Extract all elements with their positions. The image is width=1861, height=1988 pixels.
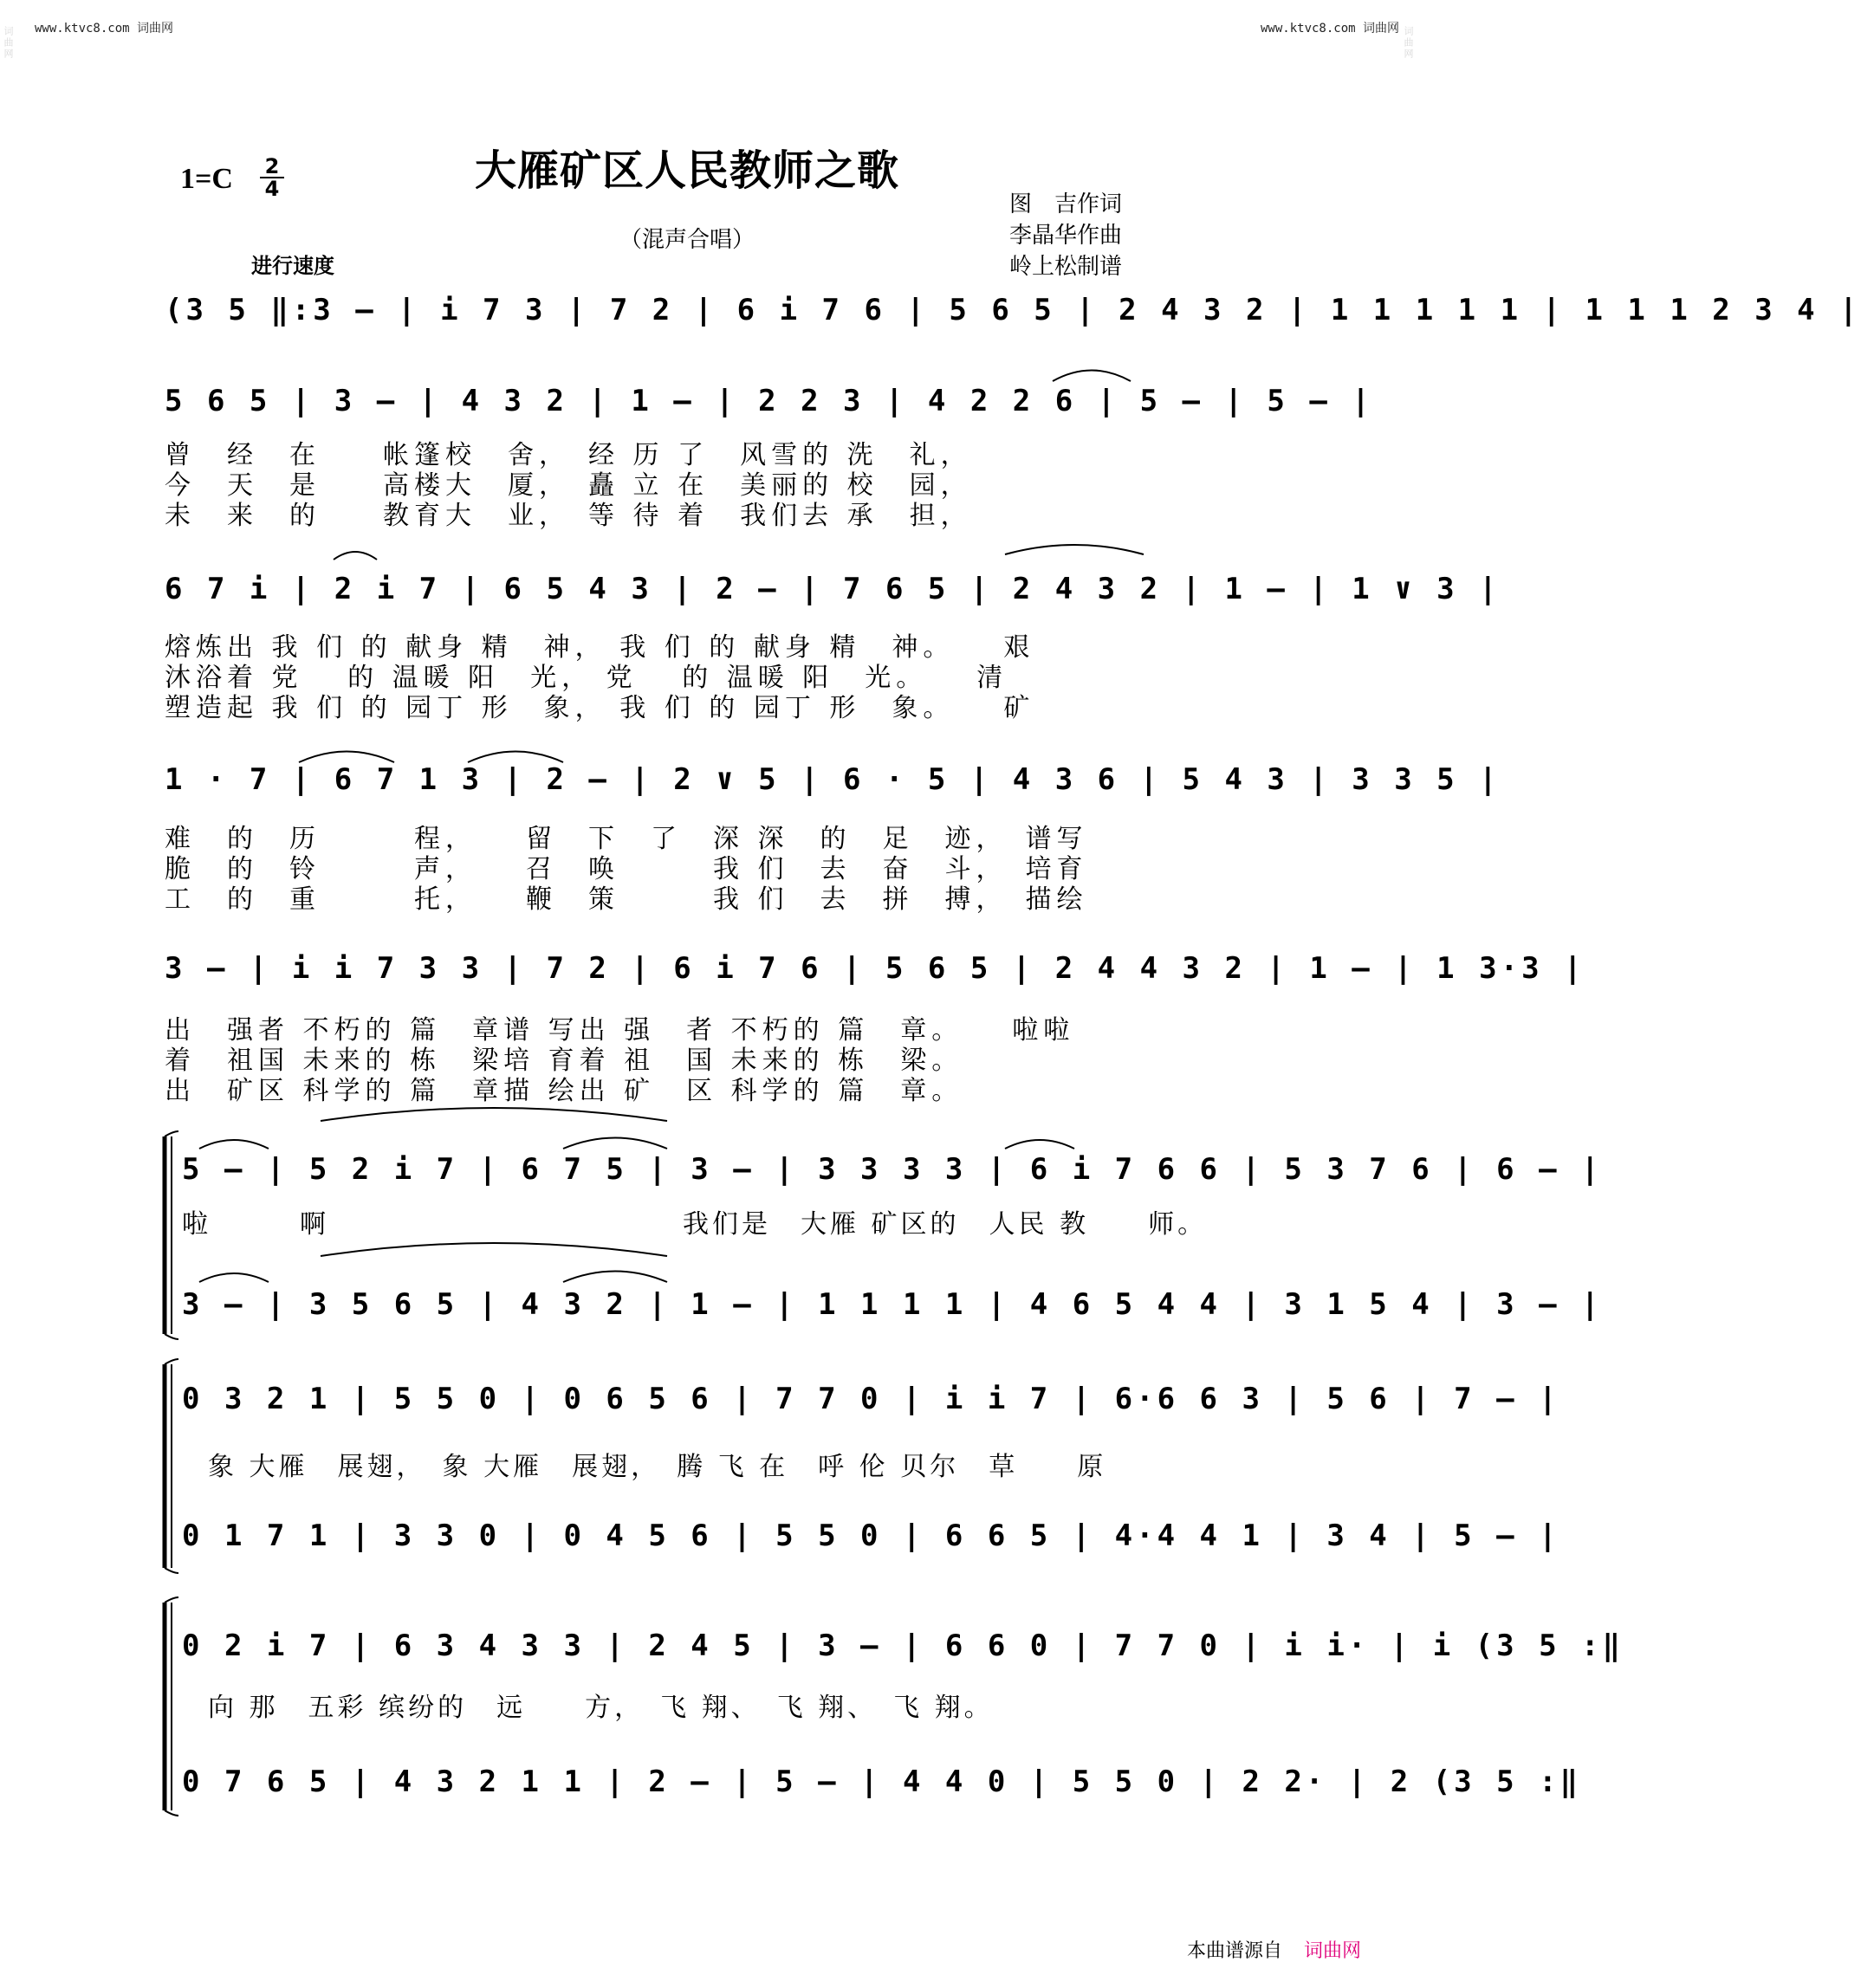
system-2-lyric-verse-3: 未 来 的 教育大 业， 等 待 着 我们去 承 担， xyxy=(165,501,972,531)
system-6-upper-notes: 5 – | 5 2 i 7 | 6 7 5 | 3 – | 3 3 3 3 | 6 i 7 6 6 | 5 3 7 6 | 6 – | xyxy=(182,1152,1603,1187)
system-3-lyric-verse-2: 沐浴着 党 的 温暖 阳 光， 党 的 温暖 阳 光。 清 xyxy=(165,663,1008,693)
system-2-notes: 5 6 5 | 3 – | 4 3 2 | 1 – | 2 2 3 | 4 2 2 6 | 5 – | 5 – | xyxy=(165,384,1373,418)
system-5-lyric-verse-3: 出 矿区 科学的 篇 章描 绘出 矿 区 科学的 篇 章。 xyxy=(165,1076,963,1106)
site-header-left[interactable]: www.ktvc8.com 词曲网 xyxy=(35,22,174,36)
system-5-lyric-verse-1: 出 强者 不朽的 篇 章谱 写出 强 者 不朽的 篇 章。 啦啦 xyxy=(165,1015,1075,1046)
system-2-lyric-verse-1: 曾 经 在 帐篷校 舍， 经 历 了 风雪的 洗 礼， xyxy=(165,440,972,470)
system-2-lyric-verse-2: 今 天 是 高楼大 厦， 矗 立 在 美丽的 校 园， xyxy=(165,470,972,501)
left-watermark-strip: 词曲网 xyxy=(3,26,14,60)
system-7-lower-notes: 0 1 7 1 | 3 3 0 | 0 4 5 6 | 5 5 0 | 6 6 5 | 4·4 4 1 | 3 4 | 5 – | xyxy=(182,1519,1560,1553)
subtitle: （混声合唱） xyxy=(619,227,755,253)
system-7-upper-notes: 0 3 2 1 | 5 5 0 | 0 6 5 6 | 7 7 0 | i i 7 | 6·6 6 3 | 5 6 | 7 – | xyxy=(182,1382,1560,1416)
system-6-lower-notes: 3 – | 3 5 6 5 | 4 3 2 | 1 – | 1 1 1 1 | 4 6 5 4 4 | 3 1 5 4 | 3 – | xyxy=(182,1287,1603,1322)
footer-source-label: 本曲谱源自 xyxy=(1187,1940,1283,1962)
right-watermark-strip: 词曲网 xyxy=(1403,26,1414,60)
site-header-right[interactable]: www.ktvc8.com 词曲网 xyxy=(1261,22,1400,36)
composer-credit: 李晶华作曲 xyxy=(1009,223,1123,249)
system-4-lyric-verse-1: 难 的 历 程， 留 下 了 深 深 的 足 迹， 谱写 xyxy=(165,824,1088,854)
transcriber-credit: 岭上松制谱 xyxy=(1009,254,1123,280)
time-denominator: 4 xyxy=(260,177,284,199)
system-7-upper-lyric: 象 大雁 展翅， 象 大雁 展翅， 腾 飞 在 呼 伦 贝尔 草 原 xyxy=(208,1452,1107,1482)
song-title: 大雁矿区人民教师之歌 xyxy=(475,146,900,195)
system-1-notes: (3 5 ‖:3 – | i 7 3 | 7 2 | 6 i 7 6 | 5 6 5 | 2 4 3 2 | 1 1 1 1 1 | 1 1 1 2 3 4 | xyxy=(165,293,1861,327)
system-8-upper-notes: 0 2 i 7 | 6 3 4 3 3 | 2 4 5 | 3 – | 6 6 0 | 7 7 0 | i i· | i (3 5 :‖ xyxy=(182,1629,1624,1663)
system-4-notes: 1 · 7 | 6 7 1 3 | 2 – | 2 ∨ 5 | 6 · 5 | 4 3 6 | 5 4 3 | 3 3 5 | xyxy=(165,762,1501,797)
system-4-lyric-verse-2: 脆 的 铃 声， 召 唤 我 们 去 奋 斗， 培育 xyxy=(165,854,1088,884)
key-signature: 1=C xyxy=(180,163,233,195)
system-8-lower-notes: 0 7 6 5 | 4 3 2 1 1 | 2 – | 5 – | 4 4 0 | 5 5 0 | 2 2· | 2 (3 5 :‖ xyxy=(182,1765,1582,1799)
system-3-lyric-verse-1: 熔炼出 我 们 的 献身 精 神， 我 们 的 献身 精 神。 艰 xyxy=(165,632,1035,663)
system-4-lyric-verse-3: 工 的 重 托， 鞭 策 我 们 去 拼 搏， 描绘 xyxy=(165,884,1088,915)
system-3-notes: 6 7 i | 2 i 7 | 6 5 4 3 | 2 – | 7 6 5 | 2 4 3 2 | 1 – | 1 ∨ 3 | xyxy=(165,572,1501,606)
time-numerator: 2 xyxy=(264,154,280,178)
system-6-upper-lyric: 啦 啊 我们是 大雁 矿区的 人民 教 师。 xyxy=(182,1209,1208,1240)
system-8-upper-lyric: 向 那 五彩 缤纷的 远 方， 飞 翔、 飞 翔、 飞 翔。 xyxy=(208,1693,994,1723)
tempo-marking: 进行速度 xyxy=(251,254,334,278)
system-5-lyric-verse-2: 着 祖国 未来的 栋 梁培 育着 祖 国 未来的 栋 梁。 xyxy=(165,1046,963,1076)
lyricist-credit: 图 吉作词 xyxy=(1009,191,1123,217)
system-5-notes: 3 – | i i 7 3 3 | 7 2 | 6 i 7 6 | 5 6 5 | 2 4 4 3 2 | 1 – | 1 3·3 | xyxy=(165,951,1585,986)
footer-source-link[interactable]: 词曲网 xyxy=(1304,1940,1362,1962)
system-3-lyric-verse-3: 塑造起 我 们 的 园丁 形 象， 我 们 的 园丁 形 象。 矿 xyxy=(165,693,1035,723)
